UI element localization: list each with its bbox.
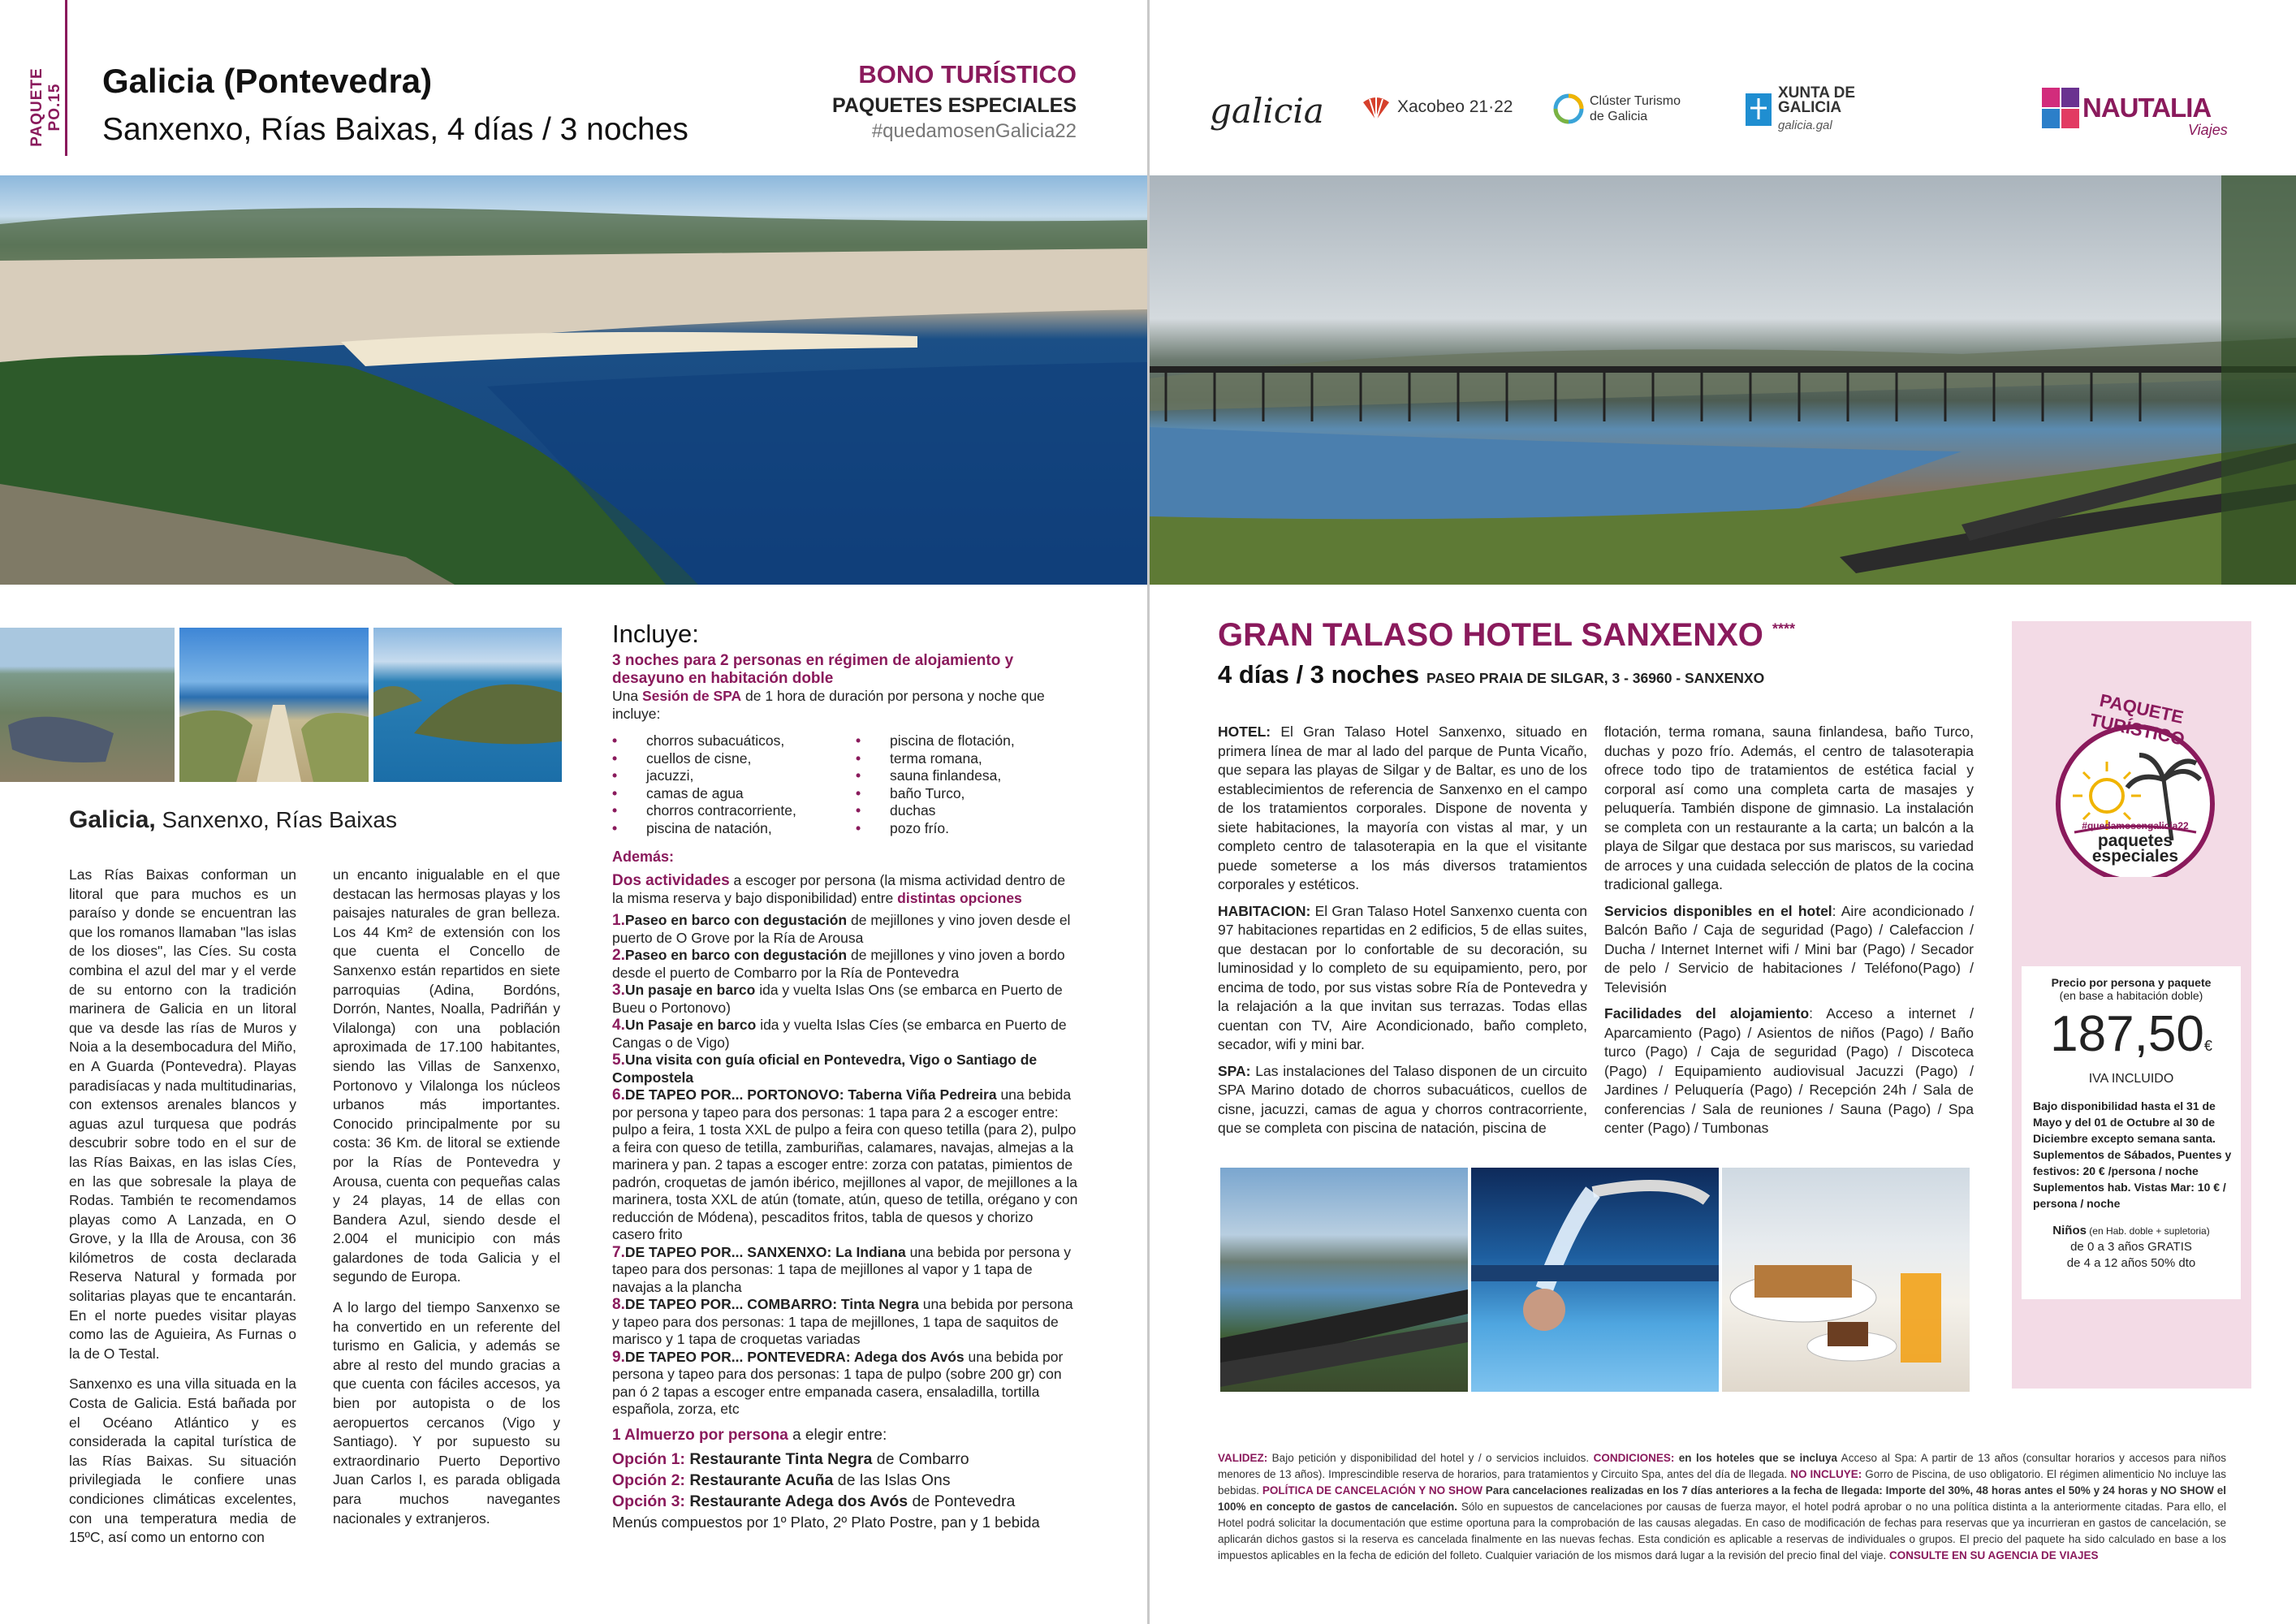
activity-item: 4.Un Pasaje en barco ida y vuelta Islas Cíes (se embarca en Puerto de Cangas o de Vigo) (612, 1017, 1067, 1051)
hotel-stars: **** (1772, 620, 1796, 637)
seal-hashtag: #quedamosengalicia22 (2082, 820, 2189, 831)
section-title: Galicia, Sanxenxo, Rías Baixas (69, 806, 398, 833)
activity-item: 6.DE TAPEO POR... PORTONOVO: Taberna Viña Pedreira una bebida por persona y tapeo para dos personas: 1 tapa para 2 a escoger entre: pulpo a feira, 1 tosta XXL de pulpo a feira con queso tetilla (para 2), pulpo a feira con queso de tetilla, zamburiñas, calamares, navajas, almejas a la marinera y pan. 2 tapas a escoger entre: zorza con patatas, pimientos de padrón, croquetas de jamón ibérico, mejillones al vapor, de mejillones a la marinera, tosta XXL de atún (tomate, atún, queso de tetilla, orégano y con reducción de Módena), pescaditos fritos, tabla de quesos y chorizo casero frito (612, 1086, 1078, 1242)
page-subtitle: Sanxenxo, Rías Baixas, 4 días / 3 noches (102, 112, 688, 147)
hotel-name: GRAN TALASO HOTEL SANXENXO (1218, 617, 1763, 653)
price-basis: (en base a habitación doble) (2059, 989, 2203, 1002)
spa-features-right: • piscina de flotación, • terma romana, • sauna finlandesa, • baño Turco, • duchas • pozo frío. (856, 732, 1075, 837)
activity-item: 9.DE TAPEO POR... PONTEVEDRA: Adega dos Avós una bebida por persona y tapeo para dos personas: 1 tapa de pulpo (sobre 200 gr) con pan ó 2 tapas a escoger entre empanada casera, ensaladilla, tortilla española, zorza, etc (612, 1348, 1064, 1417)
dos-actividades: Dos actividades a escoger por persona (la misma actividad dentro de la misma reserva y bajo disponibilidad) entre distintas opciones (612, 872, 1066, 906)
hero-photo-hotel-pool (1150, 175, 2296, 585)
price-box (2022, 966, 2241, 1299)
vertical-tab: PAQUETE PO.15 (28, 67, 63, 147)
price-notes: Bajo disponibilidad hasta el 31 de Mayo y del 01 de Octubre al 30 de Diciembre excepto semana santa. Suplementos de Sábados, Puentes y festivos: 20 € /persona / noche Suplementos hab. Vistas Mar: 10 € / persona / noche (2033, 1099, 2232, 1210)
xacobeo-shell-icon (1360, 91, 1392, 123)
seal-top-text: PAQUETE TURÍSTICO (2087, 689, 2186, 749)
price-label: Precio por persona y paquete (2051, 976, 2212, 989)
hero-photo-sanxenxo (0, 175, 1147, 585)
activity-item: 5.Una visita con guía oficial en Pontevedra, Vigo o Santiago de Compostela (612, 1052, 1038, 1086)
activity-item: 1.Paseo en barco con degustación de mejillones y vino joven desde el puerto de O Grove por la Ría de Arousa (612, 912, 1071, 946)
header-accent-line (65, 0, 67, 156)
bono-turistico: BONO TURÍSTICO PAQUETES ESPECIALES #quedamosenGalicia22 (832, 60, 1077, 142)
iva-label: IVA INCLUIDO (2088, 1072, 2174, 1086)
galicia-logo: galicia (1210, 91, 1324, 131)
almuerzo: 1 Almuerzo por persona a elegir entre: (612, 1426, 887, 1444)
menu-note: Menús compuestos por 1º Plato, 2º Plato Postre, pan y 1 bebida (612, 1514, 1040, 1531)
legal-conditions: VALIDEZ: Bajo petición y disponibilidad del hotel y / o servicios incluidos. CONDICIONES: en los hoteles que se incluya Acceso al Spa: A partir de 13 años (consultar horarios y accesos para niños menores de 13 años). Imprescindible reserva de horarios, para tratamientos y Circuito Spa, antes del día de llegada. NO INCLUYE: Gorro de Piscina, de uso obligatorio. El régimen alimenticio No incluye las bebidas. POLÍTICA DE CANCELACIÓN Y NO SHOW Para cancelaciones realizadas en los 7 días anteriores a la fecha de llegada: Importe del 30%, 48 horas antes el 50% y 24 horas y NO SHOW el 100% en concepto de gastos de cancelación. Sólo en supuestos de cancelaciones por causas de fuerza mayor, el hotel podrá aprobar o no una política distinta a la anteriormente citadas. Para ello, el Hotel podrá solicitar la documentación que estime oportuna para la comprobación de las causas alegadas. En caso de modificación de fechas para reservas que ya incurrieran en gastos de cancelación, se aplicarán dichos gastos si la reserva es cancelada finalmente en las nuevas fechas. Esta condición es aplicable a reservas de individuales o grupos. El precio del paquete ha sido calculado en base a los impuestos aplicables en la fecha de edición del folleto. Cualquier variación de los mismos dará lugar a la revisión del precio final del viaje. CONSULTE EN SU AGENCIA DE VIAJES (1218, 1452, 2226, 1561)
incluye-lead: 3 noches para 2 personas en régimen de alojamiento y desayuno en habitación doble (612, 652, 1014, 687)
photo-cies-islands (373, 628, 562, 782)
lunch-option: Opción 3: Restaurante Adega dos Avós de Pontevedra (612, 1492, 1016, 1510)
hotel-nights: 4 días / 3 noches (1218, 660, 1420, 689)
lunch-option: Opción 2: Restaurante Acuña de las Islas Ons (612, 1471, 951, 1489)
page-title: Galicia (Pontevedra) (102, 62, 433, 100)
xunta-logo: XUNTA DE GALICIA galicia.gal (1744, 86, 1867, 133)
ninos-block: Niños (en Hab. doble + supletoria) de 0 a 3 años GRATIS de 4 a 12 años 50% dto (2052, 1224, 2210, 1270)
incluye-section (612, 620, 1079, 1533)
photo-hotel-terrace (1220, 1168, 1468, 1392)
spa-features (612, 732, 1079, 837)
ademas-label: Además: (612, 849, 675, 865)
activity-item: 7.DE TAPEO POR... SANXENXO: La Indiana una bebida por persona y tapeo para dos personas: 1 tapa de mejillones al vapor y 1 tapa de navajas a la plancha (612, 1243, 1072, 1295)
photo-coast-boats (0, 628, 175, 782)
header-title-block (102, 62, 688, 148)
intro-column-2: un encanto inigualable en el que destacan las hermosas playas y los paisajes naturales de gran belleza. Los 44 Km² de extensión con los que cuenta el Concello de Sanxenxo están repartidos en siete parroquias (Adina, Bordóns, Dorrón, Nantes, Noalla, Padriñán y Vilalonga) con una población aproximada de 17.100 habitantes, siendo las Villas de Sanxenxo, Portonovo y Vilalonga los núcleos urbanos más importantes. Conocido principalmente por su costa: 36 Km. de litoral se extiende por la Rías de Pontevedra y Arousa, cuenta con pequeñas calas y 24 playas, 14 de ellas con Bandera Azul, siendo desde el 2.004 el municipio con más galardones de toda Galicia y el segundo de Europa. A lo largo del tiempo Sanxenxo se ha convertido en un referente del turismo en Galicia, y además se abre al resto del mundo gracias a que cuenta con fáciles accesos, ya bien por autopista o de los aeropuertos cercanos (Vigo y Santiago). Y por supuesto su extraordinario Puerto Deportivo Juan Carlos I, es parada obligada para muchos navegantes nacionales y extranjeros. (333, 866, 560, 1527)
activity-list (612, 912, 1079, 1419)
incluye-title: Incluye: (612, 620, 699, 648)
hotel-address: PASEO PRAIA DE SILGAR, 3 - 36960 - SANXENXO (1426, 670, 1765, 686)
activity-item: 8.DE TAPEO POR... COMBARRO: Tinta Negra una bebida por persona y tapeo para dos personas: 1 tapa de mejillones, 1 tapa de saquitos de marisco y 1 tapa de croquetas variadas (612, 1296, 1073, 1347)
lunch-options (612, 1449, 1079, 1533)
spa-features-left: • chorros subacuáticos, • cuellos de cisne, • jacuzzi, • camas de agua • chorros contracorriente, • piscina de natación, (612, 732, 856, 837)
seal-label: paquetes especiales (2091, 831, 2179, 866)
hotel-column-2: flotación, terma romana, sauna finlandesa, baño Turco, duchas y pozo frío. Además, el centro de talasoterapia ofrece todo tipo de tratamientos de estética facial y corporal así como una completa carta de masajes y peluquería. También dispone de gimnasio. La instalación se completa con un restaurante a la carta; un balcón a la playa de Silgar que destaca por sus mariscos, su variedad de arroces y una cuidada selección de platos de la cocina tradicional gallega. Servicios disponibles en el hotel: Aire acondicionado / Balcón Baño / Caja de seguridad (Pago) / Calefaccion / Ducha / Internet Internet wifi / Mini bar (Pago) / Secador de pelo / Servicio de habitaciones / Teléfono(Pago) / Televisión Facilidades del alojamiento: Acceso a internet / Aparcamiento (Pago) / Asientos de niños (Pago) / Baño turco (Pago) / Caja de seguridad (Pago) / Discoteca (Pago) / Equipamiento audiovisual Jacuzzi (Pago) / Jardines / Peluquería (Pago) / Recepción 24h / Sala de conferencias / Sala de reuniones / Sauna (Pago) / Spa center (Pago) / Tumbonas (1604, 723, 1974, 1136)
xunta-emblem-icon (1744, 92, 1773, 127)
activity-item: 3.Un pasaje en barco ida y vuelta Islas Ons (se embarca en Puerto de Bueu o Portonovo) (612, 982, 1063, 1016)
spa-session: Una Sesión de SPA de 1 hora de duración por persona y noche que incluye: (612, 688, 1045, 722)
cluster-logo: Clúster Turismo de Galicia (1552, 91, 1695, 127)
paquete-seal (2042, 690, 2229, 877)
hotel-column-1: HOTEL: El Gran Talaso Hotel Sanxenxo, situado en primera línea de mar al lado del parque de Punta Vicaño, que separa las playas de Silgar y de Baltar, es uno de los establecimientos de referencia de Sanxenxo en el campo de los tratamientos corporales. Dispone de noventa y siete habitaciones, la mayoría con vistas al mar, y un completo centro de talasoterapia en la que el visitante puede someterse a los más diversos tratamientos corporales y estéticos. HABITACION: El Gran Talaso Hotel Sanxenxo cuenta con 97 habitaciones repartidas en 2 edificios, 5 de ellas suites, que destacan por lo confortable de su decoración, su luminosidad y lo completo de su equipamiento, pero, por encima de todo, por sus vistas sobre Ría de Pontevedra y la relajación a la que invitan sus terrazas. Todas ellas cuentan con TV, Aire Acondicionado, baño completo, secador, wifi y mini bar. SPA: Las instalaciones del Talaso disponen de un circuito SPA Marino dotado de chorros subacuáticos, cuellos de cisne, jacuzzi, camas de agua y chorros contracorriente, que se completa con piscina de natación, piscina de (1218, 723, 1587, 1136)
photo-breakfast (1722, 1168, 1970, 1392)
cluster-swirl-icon (1552, 91, 1585, 127)
nautalia-squares-icon (2042, 88, 2079, 128)
lunch-option: Opción 1: Restaurante Tinta Negra de Combarro (612, 1450, 969, 1468)
photo-spa-jet (1471, 1168, 1719, 1392)
photo-dune-path (179, 628, 369, 782)
intro-column-1: Las Rías Baixas conforman un litoral que para muchos es un paraíso y donde se encuentran las que los romanos llamaban "las islas de los dioses", las Cíes. Su costa combina el azul del mar y el verde de su entorno con la tradición marinera de Galicia en un litoral que va desde las rías de Muros y Noia a la desembocadura del Miño, en A Guarda (Pontevedra). Playas paradisíacas y nada multitudinarias, con extensos arenales blancos y aguas azul turquesa que podrás descubrir sobre todo en el sur de las Rías Baixas, en las islas Cíes, en las que sobresale la playa de Rodas. También te recomendamos playas como A Lanzada, en O Grove, y la Illa de Arousa, con 36 kilómetros de costa declarada Reserva Natural y formada por solitarias playas que te encantarán. En el norte puedes visitar playas como las de Aguieira, As Furnas o la de O Testal. Sanxenxo es una villa situada en la Costa de Galicia. Está bañada por el Océano Atlántico y es considerada la capital turística de las Rías Baixas. Su situación privilegiada le confiere unas condiciones climáticas excelentes, con una temperatura media de 15ºC, así como un entorno con (69, 866, 296, 1546)
hotel-header (1218, 617, 1997, 689)
price-amount: 187,50€ (2050, 1006, 2212, 1062)
xacobeo-logo: Xacobeo 21·22 (1360, 91, 1513, 123)
activity-item: 2.Paseo en barco con degustación de mejillones y vino joven a bordo desde el puerto de Combarro por la Ría de Pontevedra (612, 947, 1065, 981)
